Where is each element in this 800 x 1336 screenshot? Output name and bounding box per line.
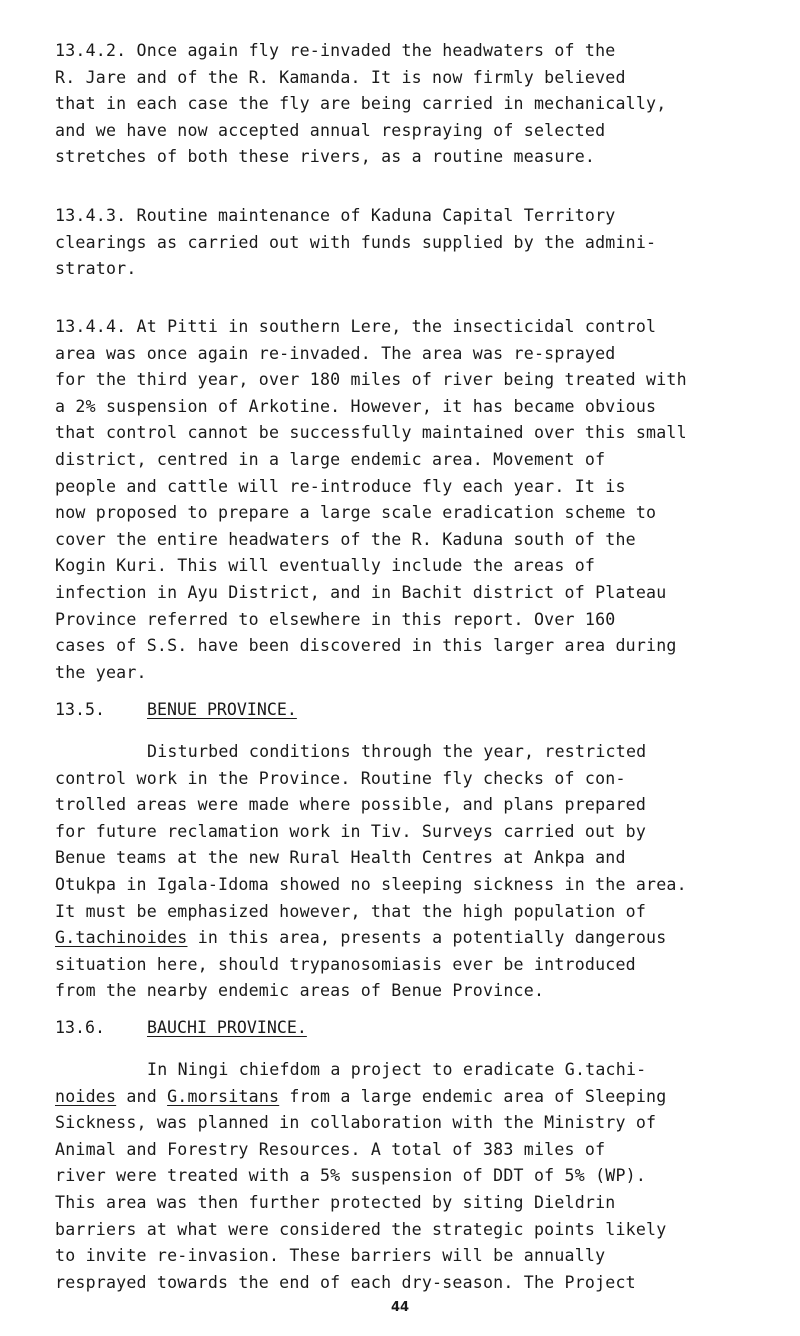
paragraph-benue xyxy=(55,739,755,1005)
text-line: cases of S.S. have been discovered in this larger area during xyxy=(55,636,677,656)
section-number: 13.6. xyxy=(55,1018,105,1037)
text-line: Animal and Forestry Resources. A total of 383 miles of xyxy=(55,1139,606,1159)
text-line: area was once again re-invaded. The area was re-sprayed xyxy=(55,343,616,363)
text-line: situation here, should trypanosomiasis ever be introduced xyxy=(55,954,636,974)
text-line: now proposed to prepare a large scale eradication scheme to xyxy=(55,503,657,523)
text-line: Sickness, was planned in collaboration with the Ministry of xyxy=(55,1113,657,1133)
text-line: 13.4.2. Once again fly re-invaded the headwaters of the xyxy=(55,41,616,60)
paragraph-13-4-3 xyxy=(55,203,755,283)
text-line: trolled areas were made where possible, and plans prepared xyxy=(55,795,647,815)
species-name: G.morsitans xyxy=(167,1086,280,1106)
text-line: It must be emphasized however, that the high population of xyxy=(55,901,647,921)
text-line: for the third year, over 180 miles of river being treated with xyxy=(55,370,687,390)
text-line: clearings as carried out with funds supplied by the admini- xyxy=(55,232,657,252)
text-fragment: and xyxy=(116,1086,168,1106)
section-heading-bauchi xyxy=(55,1015,307,1042)
text-line: and we have now accepted annual respraying of selected xyxy=(55,120,606,140)
text-line: control work in the Province. Routine fly checks of con- xyxy=(55,768,626,788)
text-line: for future reclamation work in Tiv. Surveys carried out by xyxy=(55,821,647,841)
text-line: resprayed towards the end of each dry-season. The Project xyxy=(55,1272,636,1292)
text-line: a 2% suspension of Arkotine. However, it has became obvious xyxy=(55,396,657,416)
text-line: R. Jare and of the R. Kamanda. It is now firmly believed xyxy=(55,67,626,87)
section-number: 13.5. xyxy=(55,700,105,719)
paragraph-13-4-4 xyxy=(55,314,755,686)
text-line: In Ningi chiefdom a project to eradicate G.tachi- xyxy=(147,1060,647,1079)
text-fragment: from a large endemic area of Sleeping xyxy=(279,1086,667,1106)
text-line: 13.4.3. Routine maintenance of Kaduna Capital Territory xyxy=(55,206,616,225)
text-line: from the nearby endemic areas of Benue Province. xyxy=(55,981,545,1001)
text-line xyxy=(55,1084,755,1111)
page-number: 44 xyxy=(390,1300,410,1315)
text-line: barriers at what were considered the strategic points likely xyxy=(55,1219,667,1239)
text-line: stretches of both these rivers, as a routine measure. xyxy=(55,147,596,167)
text-line: Otukpa in Igala-Idoma showed no sleeping sickness in the area. xyxy=(55,874,687,894)
text-line: 13.4.4. At Pitti in southern Lere, the insecticidal control xyxy=(55,317,657,336)
text-line: the year. xyxy=(55,662,147,682)
text-line xyxy=(55,925,755,952)
text-line: Province referred to elsewhere in this report. Over 160 xyxy=(55,609,616,629)
text-fragment: in this area, presents a potentially dangerous xyxy=(197,928,667,948)
paragraph-13-4-2 xyxy=(55,38,755,171)
text-line: Kogin Kuri. This will eventually include the areas of xyxy=(55,556,596,576)
text-line: strator. xyxy=(55,259,137,279)
text-line: infection in Ayu District, and in Bachit district of Plateau xyxy=(55,582,667,602)
text-line: people and cattle will re-introduce fly each year. It is xyxy=(55,476,626,496)
text-line: cover the entire headwaters of the R. Kaduna south of the xyxy=(55,529,636,549)
species-name: noides xyxy=(55,1086,117,1106)
text-line: Disturbed conditions through the year, restricted xyxy=(147,742,647,761)
text-line: This area was then further protected by siting Dieldrin xyxy=(55,1192,616,1212)
section-title: BENUE PROVINCE. xyxy=(147,700,297,719)
text-line: river were treated with a 5% suspension of DDT of 5% (WP). xyxy=(55,1166,647,1186)
paragraph-bauchi xyxy=(55,1057,755,1296)
section-heading-benue xyxy=(55,697,297,724)
section-title: BAUCHI PROVINCE. xyxy=(147,1018,307,1037)
text-line: Benue teams at the new Rural Health Centres at Ankpa and xyxy=(55,848,626,868)
text-line: that in each case the fly are being carried in mechanically, xyxy=(55,94,667,114)
species-name: G.tachinoides xyxy=(55,928,188,948)
text-line: to invite re-invasion. These barriers will be annually xyxy=(55,1246,606,1266)
text-line: district, centred in a large endemic area. Movement of xyxy=(55,449,606,469)
text-line: that control cannot be successfully maintained over this small xyxy=(55,423,687,443)
